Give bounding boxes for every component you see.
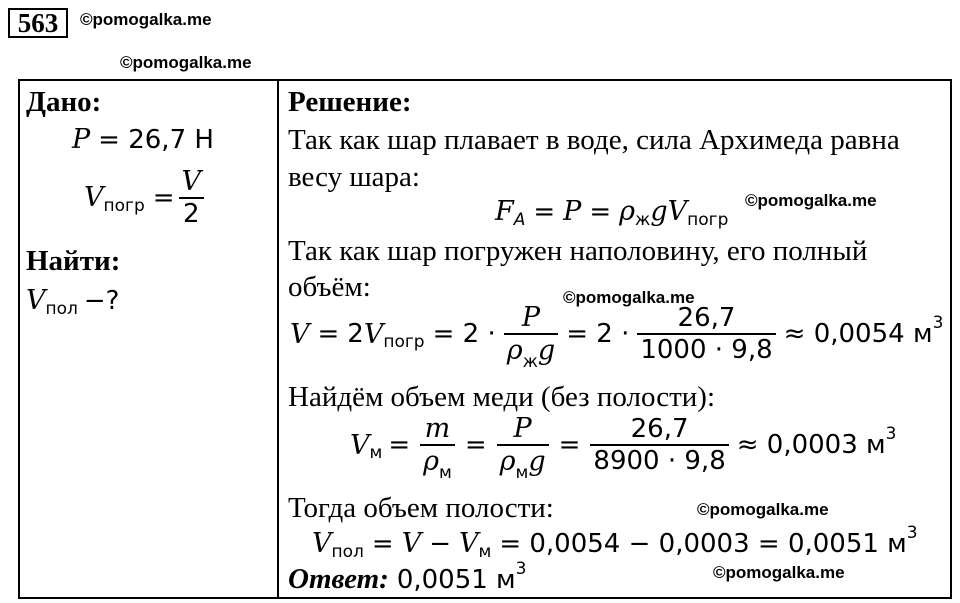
watermark: ©pomogalka.me: [745, 191, 877, 210]
find-item: [26, 285, 120, 319]
find-sub: пол: [45, 298, 78, 319]
answer-label: Ответ:: [288, 563, 389, 595]
solution-text: весу шара:: [288, 161, 420, 193]
copper-volume-equation: V м = $\frac{m}{\rho м}$ = $\frac{P}{\text{ρмg}}$ = $\frac{26,7}{8900 \cdot 9,8}$ ≈ 0,0003 м 3: [350, 413, 897, 483]
answer: Ответ: 0,0051 м 3: [288, 558, 527, 595]
v-sub: погр: [103, 195, 145, 216]
task-number: 563: [8, 8, 68, 38]
watermark: ©pomogalka.me: [697, 500, 829, 519]
watermark: ©pomogalka.me: [563, 288, 695, 307]
column-divider: [277, 79, 279, 599]
find-question: −?: [83, 285, 120, 316]
v-fraction: [179, 166, 205, 229]
archimedes-formula: F A = P = ρ ж g V погр: [495, 196, 729, 230]
watermark: ©pomogalka.me: [120, 53, 252, 72]
given-heading: Дано:: [26, 86, 102, 118]
solution-heading: Решение:: [288, 86, 412, 118]
v-numerator: V: [181, 166, 202, 197]
solution-text: Так как шар погружен наполовину, его полный: [288, 235, 868, 267]
solution-text: Найдём объем меди (без полости):: [288, 381, 715, 413]
volume-equation: V = 2 V погр = 2 · $\frac{P}{\text{ρжg}}$ = 2 · $\frac{26,7}{1000 \cdot 9,8}$ ≈ 0,0054 м 3: [290, 302, 944, 372]
given-pressure: [72, 124, 214, 155]
p-value: = 26,7 Н: [98, 124, 214, 155]
v-symbol: V: [84, 182, 104, 213]
solution-text: Так как шар плавает в воде, сила Архимеда равна: [288, 124, 900, 156]
given-volume: V погр = $\frac{V}{2}$: [84, 166, 208, 229]
solution-text: Тогда объем полости:: [288, 492, 554, 524]
cavity-volume-equation: V пол = V − V м = 0,0054 − 0,0003 = 0,0051 м 3: [312, 522, 918, 562]
v-denominator: 2: [179, 197, 205, 229]
solution-text: объём:: [288, 271, 371, 303]
answer-value: 0,0051 м: [396, 564, 516, 595]
find-symbol: V: [26, 285, 46, 316]
watermark: ©pomogalka.me: [80, 10, 212, 29]
find-heading: Найти:: [26, 245, 121, 277]
watermark: ©pomogalka.me: [713, 563, 845, 582]
p-symbol: P: [72, 124, 91, 155]
